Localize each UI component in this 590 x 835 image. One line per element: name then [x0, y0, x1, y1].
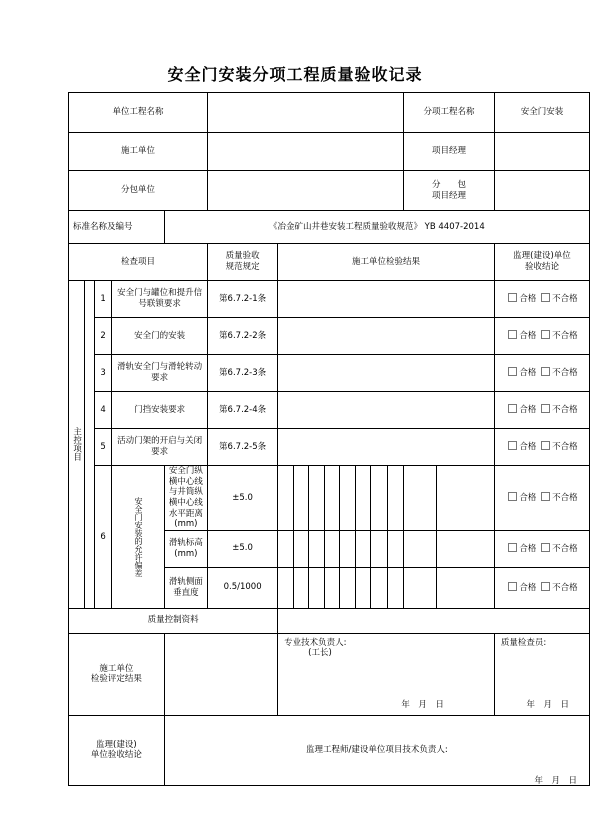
fail-checkbox[interactable]	[541, 582, 550, 591]
inspector-cell	[494, 633, 589, 715]
pass-label: 合格	[519, 543, 537, 554]
measure-cell[interactable]	[309, 530, 325, 567]
measure-cell[interactable]	[436, 466, 494, 531]
item-result[interactable]	[278, 281, 495, 318]
supervision-eval-label-line2: 单位验收结论	[90, 750, 142, 761]
item-no: 3	[94, 355, 111, 392]
table-row	[69, 318, 590, 355]
quality-docs-label: 质量控制资料	[69, 608, 278, 633]
col-construction-result: 施工单位检验结果	[278, 244, 495, 281]
tech-lead-label: 专业技术负责人:	[284, 637, 347, 648]
measure-cell[interactable]	[309, 466, 325, 531]
item6-sub-name: 滑轨标高(mm)	[164, 530, 207, 567]
fail-label: 不合格	[552, 442, 578, 453]
project-manager-value[interactable]	[494, 133, 589, 171]
fail-label: 不合格	[552, 582, 578, 593]
project-manager-label: 项目经理	[404, 133, 495, 171]
col-supervision-line1: 监理(建设)单位	[513, 251, 571, 262]
fail-label: 不合格	[552, 405, 578, 416]
measure-cell[interactable]	[278, 530, 294, 567]
supervision-eval-cell	[164, 715, 589, 785]
measure-cell[interactable]	[371, 567, 387, 608]
pass-checkbox[interactable]	[508, 330, 517, 339]
measure-cell[interactable]	[340, 466, 356, 531]
item-name: 活动门架的开启与关闭要求	[112, 429, 208, 466]
fail-label: 不合格	[552, 543, 578, 554]
sub-project-value[interactable]: 安全门安装	[494, 93, 589, 133]
table-row	[69, 355, 590, 392]
item6-sub-spec: 0.5/1000	[208, 567, 278, 608]
subcontract-manager-label-line1: 分 包	[431, 179, 466, 190]
measure-cell[interactable]	[387, 466, 403, 531]
unit-project-value[interactable]	[208, 93, 404, 133]
quality-docs-value[interactable]	[278, 608, 590, 633]
fail-label: 不合格	[552, 331, 578, 342]
supervision-engineer-label: 监理工程师/建设单位项目技术负责人:	[305, 744, 448, 755]
inspector-date: 年 月 日	[526, 700, 569, 711]
item-conclusion	[494, 567, 589, 608]
fail-checkbox[interactable]	[541, 367, 550, 376]
pass-label: 合格	[519, 442, 537, 453]
item6-sub-spec: ±5.0	[208, 530, 278, 567]
measure-cell[interactable]	[340, 567, 356, 608]
item-result[interactable]	[278, 318, 495, 355]
fail-checkbox[interactable]	[541, 543, 550, 552]
item6-sub-spec: ±5.0	[208, 466, 278, 531]
fail-checkbox[interactable]	[541, 492, 550, 501]
pass-checkbox[interactable]	[508, 543, 517, 552]
item-conclusion	[494, 318, 589, 355]
item-name: 安全门的安装	[112, 318, 208, 355]
item-name: 门挡安装要求	[112, 392, 208, 429]
item6-group-label: 安全门安装的允许偏差	[112, 466, 165, 609]
pass-checkbox[interactable]	[508, 492, 517, 501]
subcontract-manager-value[interactable]	[494, 171, 589, 211]
construction-unit-value[interactable]	[208, 133, 404, 171]
item-result[interactable]	[278, 429, 495, 466]
fail-checkbox[interactable]	[541, 293, 550, 302]
item-no: 5	[94, 429, 111, 466]
item-result[interactable]	[278, 392, 495, 429]
pass-label: 合格	[519, 405, 537, 416]
measure-cell[interactable]	[340, 530, 356, 567]
measure-cell[interactable]	[387, 530, 403, 567]
fail-label: 不合格	[552, 368, 578, 379]
table-row	[69, 429, 590, 466]
item-conclusion	[494, 530, 589, 567]
table-row	[69, 466, 590, 531]
pass-checkbox[interactable]	[508, 293, 517, 302]
col-supervision-line2: 验收结论	[524, 262, 559, 272]
item-result[interactable]	[278, 355, 495, 392]
measure-cell[interactable]	[371, 466, 387, 531]
fail-label: 不合格	[552, 294, 578, 305]
item6-sub-name: 滑轨侧面垂直度	[164, 567, 207, 608]
supervision-eval-label-line1: 监理(建设)	[96, 739, 137, 750]
measure-cell[interactable]	[355, 466, 371, 531]
item-name: 安全门与罐位和提升信号联锁要求	[112, 281, 208, 318]
measure-cell[interactable]	[436, 567, 494, 608]
subcontract-unit-value[interactable]	[208, 171, 404, 211]
pass-label: 合格	[519, 368, 537, 379]
supervision-eval-label	[69, 715, 165, 785]
item-name: 滑轨安全门与滑轮转动要求	[112, 355, 208, 392]
measure-cell[interactable]	[324, 530, 340, 567]
measure-cell[interactable]	[278, 466, 294, 531]
measure-cell[interactable]	[324, 567, 340, 608]
measure-cell[interactable]	[293, 530, 309, 567]
subcontract-unit-label: 分包单位	[69, 171, 208, 211]
subcontract-manager-label-line2: 项目经理	[431, 190, 466, 201]
item-spec: 第6.7.2-1条	[208, 281, 278, 318]
measure-cell[interactable]	[436, 530, 494, 567]
pass-label: 合格	[519, 294, 537, 305]
standard-value: 《冶金矿山井巷安装工程质量验收规范》 YB 4407-2014	[164, 211, 589, 244]
item-conclusion	[494, 392, 589, 429]
sub-project-label: 分项工程名称	[404, 93, 495, 133]
item-conclusion	[494, 355, 589, 392]
item-spec: 第6.7.2-3条	[208, 355, 278, 392]
pass-checkbox[interactable]	[508, 441, 517, 450]
item-spec: 第6.7.2-4条	[208, 392, 278, 429]
unit-project-label: 单位工程名称	[69, 93, 208, 133]
col-spec-line1: 质量验收	[225, 251, 260, 262]
subcontract-manager-label	[404, 171, 495, 211]
construction-unit-label: 施工单位	[69, 133, 208, 171]
measure-cell[interactable]	[309, 567, 325, 608]
pass-label: 合格	[519, 331, 537, 342]
measure-cell[interactable]	[404, 530, 437, 567]
pass-label: 合格	[519, 582, 537, 593]
main-control-label: 主控项目	[69, 281, 85, 609]
measure-cell[interactable]	[293, 466, 309, 531]
inspector-label: 质量检查员:	[500, 637, 547, 648]
measure-cell[interactable]	[404, 567, 437, 608]
measure-cell[interactable]	[371, 530, 387, 567]
col-spec-line2: 规范规定	[225, 262, 260, 272]
tech-lead-date: 年 月 日	[401, 700, 444, 711]
item-no: 1	[94, 281, 111, 318]
supervision-date: 年 月 日	[534, 776, 577, 786]
measure-cell[interactable]	[278, 567, 294, 608]
measure-cell[interactable]	[387, 567, 403, 608]
inspection-record-table	[68, 92, 590, 786]
main-control-spacer	[84, 281, 94, 609]
measure-cell[interactable]	[355, 530, 371, 567]
measure-cell[interactable]	[404, 466, 437, 531]
fail-checkbox[interactable]	[541, 330, 550, 339]
construction-eval-label-line1: 施工单位	[99, 663, 134, 674]
fail-checkbox[interactable]	[541, 404, 550, 413]
item-spec: 第6.7.2-5条	[208, 429, 278, 466]
item-no: 2	[94, 318, 111, 355]
fail-label: 不合格	[552, 493, 578, 504]
item-conclusion	[494, 281, 589, 318]
item-spec: 第6.7.2-2条	[208, 318, 278, 355]
pass-label: 合格	[519, 493, 537, 504]
page-title: 安全门安装分项工程质量验收记录	[167, 65, 423, 84]
item-conclusion	[494, 466, 589, 531]
item-no: 4	[94, 392, 111, 429]
construction-eval-label-line2: 检验评定结果	[90, 674, 142, 685]
pass-checkbox[interactable]	[508, 582, 517, 591]
tech-lead-cell	[278, 633, 495, 715]
item-no: 6	[94, 466, 111, 609]
table-row	[69, 281, 590, 318]
col-spec	[208, 244, 278, 281]
col-inspection-item: 检查项目	[69, 244, 208, 281]
measure-cell[interactable]	[293, 567, 309, 608]
construction-eval-label	[69, 633, 165, 715]
col-supervision-conclusion	[494, 244, 589, 281]
measure-cell[interactable]	[324, 466, 340, 531]
item6-sub-name: 安全门纵横中心线与井筒纵横中心线水平距离(mm)	[164, 466, 207, 531]
measure-cell[interactable]	[355, 567, 371, 608]
pass-checkbox[interactable]	[508, 367, 517, 376]
table-row	[69, 392, 590, 429]
construction-eval-blank[interactable]	[164, 633, 277, 715]
item-conclusion	[494, 429, 589, 466]
tech-lead-sublabel: (工长)	[308, 648, 332, 659]
fail-checkbox[interactable]	[541, 441, 550, 450]
pass-checkbox[interactable]	[508, 404, 517, 413]
standard-label: 标准名称及编号	[69, 211, 165, 244]
